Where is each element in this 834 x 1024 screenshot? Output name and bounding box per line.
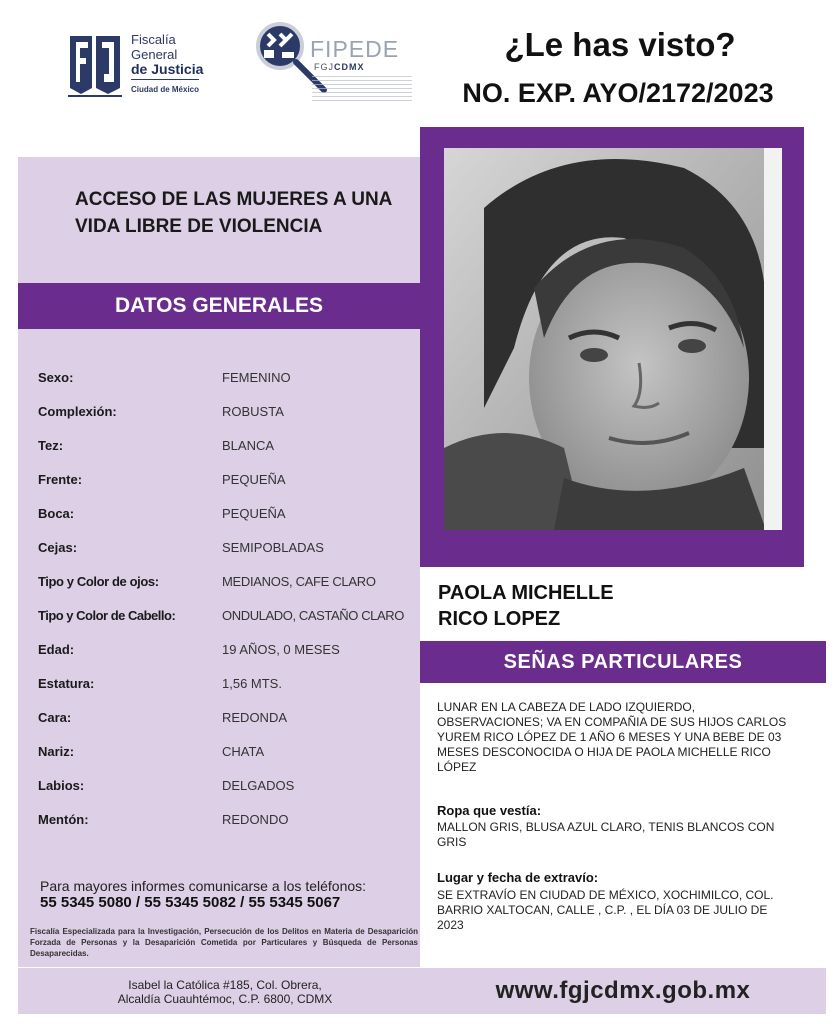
lugar-text: SE EXTRAVÍO EN CIUDAD DE MÉXICO, XOCHIMILCO, COL. BARRIO XALTOCAN, CALLE , C.P. , EL DÍA 03 DE JULIO DE 2023 — [437, 888, 774, 932]
person-name — [438, 580, 798, 632]
fine-print: Fiscalía Especializada para la Investigación, Persecución de los Delitos en Materia de Desaparición Forzada de Personas y la Desaparición Cometida por Particulares y Búsqueda de Personas Desaparecidas. — [30, 927, 418, 958]
row-label: Mentón: — [38, 812, 89, 827]
row-nariz — [38, 736, 418, 770]
person-photo-image — [444, 148, 766, 530]
photo-edge — [764, 148, 782, 530]
row-value: REDONDA — [222, 710, 288, 725]
row-label: Labios: — [38, 778, 85, 793]
fgj-line1: Fiscalía — [131, 32, 176, 47]
row-value: 1,56 MTS. — [222, 676, 282, 691]
fgj-line4: Ciudad de México — [131, 79, 199, 97]
row-value: CHATA — [222, 744, 265, 759]
ropa-label: Ropa que vestía: — [437, 803, 542, 818]
datos-generales-title: DATOS GENERALES — [114, 294, 324, 317]
row-value: REDONDO — [222, 812, 289, 827]
row-edad — [38, 634, 418, 668]
program-title: ACCESO DE LAS MUJERES A UNA VIDA LIBRE DE VIOLENCIA — [75, 189, 392, 237]
row-value: DELGADOS — [222, 778, 295, 793]
fipede-fine-text — [312, 76, 412, 102]
row-value: PEQUEÑA — [222, 506, 286, 521]
row-sexo — [38, 362, 418, 396]
row-value: BLANCA — [222, 438, 275, 453]
person-name-line1: PAOLA MICHELLE — [438, 582, 614, 604]
row-ojos — [38, 566, 418, 600]
row-labios — [38, 770, 418, 804]
row-value: FEMENINO — [222, 370, 291, 385]
fipede-title: FIPEDE — [310, 36, 400, 62]
row-label: Sexo: — [38, 370, 74, 385]
fipede-subtitle: FGJCDMX — [314, 62, 365, 72]
ropa-text: MALLON GRIS, BLUSA AZUL CLARO, TENIS BLANCOS CON GRIS — [437, 820, 775, 849]
info-text: Para mayores informes comunicarse a los teléfonos: — [40, 878, 367, 894]
row-value: 19 AÑOS, 0 MESES — [222, 642, 340, 657]
row-frente — [38, 464, 418, 498]
row-cabello — [38, 600, 418, 634]
row-label: Cara: — [38, 710, 72, 725]
expediente-number: NO. EXP. AYO/2172/2023 — [462, 78, 774, 108]
fgj-line3: de Justicia — [131, 61, 204, 77]
row-label: Nariz: — [38, 744, 75, 759]
address — [60, 978, 390, 1006]
senas-title: SEÑAS PARTICULARES — [503, 651, 743, 673]
row-value: ROBUSTA — [222, 404, 284, 419]
address-line2: Alcaldía Cuauhtémoc, C.P. 6800, CDMX — [117, 992, 333, 1006]
row-label: Tipo y Color de ojos: — [38, 574, 159, 589]
fipede-logo — [250, 20, 420, 102]
row-value: MEDIANOS, CAFE CLARO — [222, 574, 376, 589]
row-cara — [38, 702, 418, 736]
row-label: Tez: — [38, 438, 64, 453]
general-data-list — [38, 362, 418, 838]
lugar-label: Lugar y fecha de extravío: — [437, 870, 599, 885]
row-cejas — [38, 532, 418, 566]
row-complexion — [38, 396, 418, 430]
row-label: Cejas: — [38, 540, 78, 555]
row-label: Complexión: — [38, 404, 117, 419]
senas-text: LUNAR EN LA CABEZA DE LADO IZQUIERDO, OBSERVACIONES; VA EN COMPAÑIA DE SUS HIJOS CARLOS YUREM RICO LÓPEZ DE 1 AÑO 6 MESES Y UNA BEBE DE 03 MESES DESCONOCIDA O HIJA DE PAOLA MICHELLE RICO LÓPEZ — [437, 700, 787, 774]
row-label: Edad: — [38, 642, 75, 657]
website-link[interactable]: www.fgjcdmx.gob.mx — [495, 977, 751, 1004]
fgj-logo-text — [131, 32, 203, 97]
row-estatura — [38, 668, 418, 702]
row-label: Boca: — [38, 506, 75, 521]
row-value: ONDULADO, CASTAÑO CLARO — [222, 608, 404, 623]
row-label: Tipo y Color de Cabello: — [38, 608, 176, 623]
row-label: Estatura: — [38, 676, 95, 691]
fgj-shield-icon — [66, 30, 124, 100]
person-name-line2: RICO LOPEZ — [438, 608, 561, 630]
person-photo — [444, 148, 766, 530]
phone-numbers: 55 5345 5080 / 55 5345 5082 / 55 5345 5067 — [40, 894, 341, 911]
row-boca — [38, 498, 418, 532]
fgj-logo — [66, 30, 216, 102]
row-tez — [38, 430, 418, 464]
fgj-line2: General — [131, 47, 178, 62]
page-title: ¿Le has visto? — [504, 26, 736, 63]
row-value: SEMIPOBLADAS — [222, 540, 324, 555]
row-label: Frente: — [38, 472, 83, 487]
row-value: PEQUEÑA — [222, 472, 286, 487]
address-line1: Isabel la Católica #185, Col. Obrera, — [128, 978, 322, 992]
row-menton — [38, 804, 418, 838]
